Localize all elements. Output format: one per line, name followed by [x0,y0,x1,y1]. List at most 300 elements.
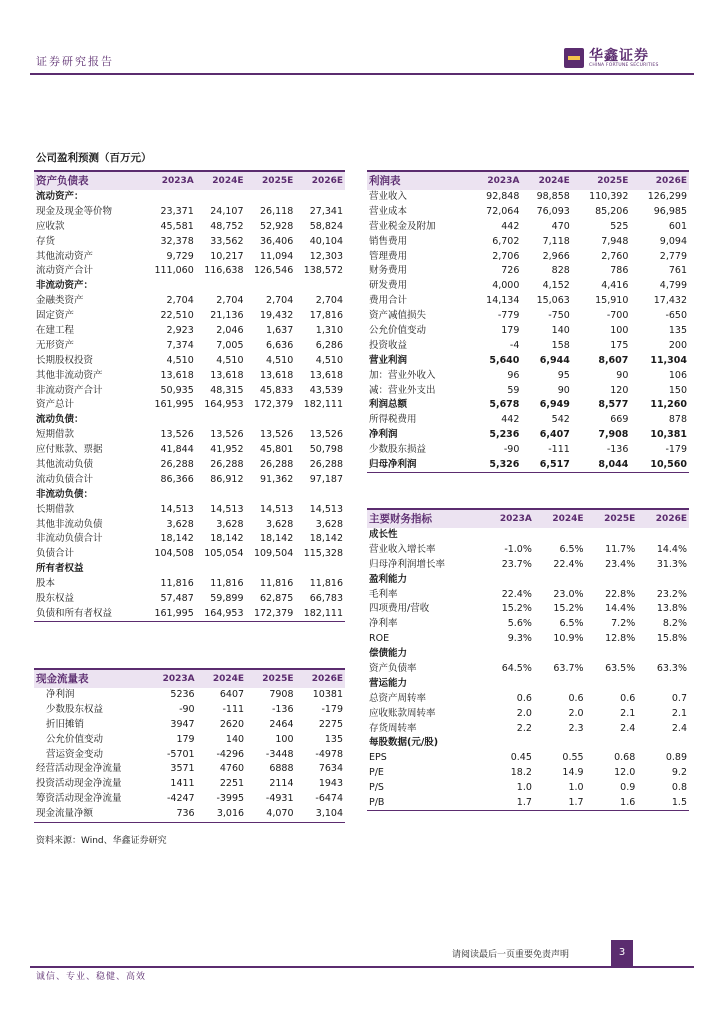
header-divider [30,73,694,75]
row-label: 营业税金及附加 [369,220,436,232]
row-label: 营业利润 [369,354,408,366]
year-header: 2023A [481,509,534,528]
cell-value: 7,118 [542,235,570,247]
row-label: EPS [369,752,387,764]
cell-value: 6,944 [539,354,570,366]
row-label: 净利润 [369,429,398,441]
company-motto: 诚信、专业、稳健、高效 [36,972,147,982]
table-row [367,383,689,398]
cell-value: 50,798 [309,444,343,456]
cell-value: 90 [616,369,629,381]
cell-value: 4,416 [601,280,629,292]
table-row [367,632,689,647]
table-row [34,502,345,517]
cell-value: 126,299 [647,190,687,202]
row-label: 所有者权益 [36,563,84,575]
row-label: 长期借款 [36,503,75,515]
cell-value: -179 [321,703,343,715]
table-row [34,204,345,219]
row-label: 所得税费用 [369,414,417,426]
table-row [34,234,345,249]
row-label: 少数股东损益 [369,444,427,456]
cell-value: 23.0% [553,588,584,600]
cell-value: 6,636 [266,339,294,351]
cell-value: 150 [668,384,687,396]
cell-value [637,572,689,587]
cell-value: 2275 [318,718,343,730]
cell-value: 10381 [312,688,343,700]
row-label: 非流动资产合计 [36,384,103,396]
cell-value: 15.8% [656,633,687,645]
row-label: 存货 [36,235,56,247]
cell-value: 8,607 [598,354,629,366]
table-row [367,572,689,587]
cell-value: 26,118 [260,205,294,217]
cell-value: 3,628 [216,518,244,530]
cell-value: 5,236 [489,429,520,441]
cell-value: 10,381 [650,429,687,441]
row-label: 现金流量净额 [34,807,146,822]
table-row [34,264,345,279]
cell-value: 1.0 [516,782,532,794]
cell-value: 4,510 [266,354,294,366]
row-label: 投资收益 [369,339,408,351]
table-row [367,338,689,353]
cell-value: 110,392 [589,190,629,202]
row-label: 其他流动负债 [36,458,94,470]
table-row [367,691,689,706]
row-label: 财务费用 [369,265,408,277]
disclaimer-notice: 请阅读最后一页重要免责声明 [452,950,570,960]
row-label: 研发费用 [369,280,408,292]
table-row [34,219,345,234]
cell-value: 27,341 [309,205,343,217]
cell-value [481,736,534,751]
cell-value: 18,142 [309,533,343,545]
cell-value: 761 [668,265,687,277]
cell-value: 63.5% [605,662,636,674]
cell-value: 179 [176,733,195,745]
cell-value [586,676,638,691]
cell-value: 13,526 [160,429,194,441]
cell-value: 0.9 [620,782,636,794]
cell-value [246,413,296,428]
cell-value: 100 [610,324,629,336]
cell-value: 90 [557,384,570,396]
cell-value [146,562,196,577]
row-label: 利润总额 [369,399,408,411]
cell-value [586,572,638,587]
cell-value: 0.6 [516,692,532,704]
cell-value: 6,407 [539,429,570,441]
cell-value: 158 [551,339,570,351]
cell-value: -4 [509,339,520,351]
year-header: 2023A [146,669,197,688]
cell-value: 15.2% [553,603,584,615]
year-header: 2026E [630,171,689,190]
table-row [34,562,345,577]
cell-value: -650 [665,310,687,322]
cell-value [295,413,345,428]
cell-value: 786 [610,265,629,277]
cell-value: 18,142 [210,533,244,545]
cell-value: 1,310 [315,324,343,336]
cell-value [146,413,196,428]
cell-value: 8.2% [662,618,687,630]
cell-value: 1943 [318,778,343,790]
cell-value: 4,510 [216,354,244,366]
cell-value: -1.0% [504,543,532,555]
table-row [367,398,689,413]
cell-value: 10,217 [210,250,244,262]
table-row [367,706,689,721]
cell-value: 62,875 [260,592,294,604]
logo-name: 华鑫证券 [589,48,649,64]
cell-value: 6,286 [315,339,343,351]
cell-value: 40,104 [309,235,343,247]
cell-value: 0.55 [562,752,584,764]
cell-value: 95 [557,369,570,381]
cell-value [246,190,296,205]
row-label: 非流动负债合计 [36,533,103,545]
cell-value [481,572,534,587]
cell-value: 736 [146,807,197,822]
row-label: 少数股东权益 [46,703,104,715]
table-row [367,294,689,309]
source-note: 资料来源：Wind、华鑫证券研究 [36,836,167,846]
cell-value: 1.6 [586,796,638,811]
cell-value: 4,510 [315,354,343,366]
row-label: 成长性 [369,528,398,540]
row-label: 资产负债率 [369,662,417,674]
cell-value: 8,044 [572,458,631,473]
cell-value: 14.4% [656,543,687,555]
cell-value: 92,848 [486,190,520,202]
cell-value: 109,504 [253,548,294,560]
logo-subtitle: CHINA FORTUNE SECURITIES [589,63,659,68]
row-label: 归母净利润 [367,458,471,473]
cell-value: 15.2% [501,603,532,615]
table-row [367,279,689,294]
row-label: 公允价值变动 [46,733,104,745]
table-row [34,592,345,607]
row-label: 盈利能力 [369,573,408,585]
cell-value: 6,517 [521,458,571,473]
table-row [34,547,345,562]
cell-value [246,487,296,502]
row-label: 营业收入增长率 [369,543,436,555]
table-row [367,368,689,383]
table-row [367,587,689,602]
cell-value: 5236 [170,688,195,700]
cell-value: 3,628 [166,518,194,530]
cell-value: 4,000 [492,280,520,292]
row-label: 应付账款、票据 [36,444,103,456]
table-row [367,662,689,677]
cell-value: 0.6 [620,692,636,704]
table-row [34,532,345,547]
cell-value [481,528,534,543]
cell-value: 164,953 [196,606,246,621]
cell-value: 43,539 [309,384,343,396]
cell-value: 6.5% [559,543,584,555]
cell-value: 200 [668,339,687,351]
cell-value: 442 [501,414,520,426]
cell-value: 26,288 [309,458,343,470]
cell-value: 15,063 [536,295,570,307]
table-row [367,617,689,632]
cell-value: 41,844 [160,444,194,456]
cell-value: 0.6 [568,692,584,704]
cell-value: 135 [668,324,687,336]
cell-value: 828 [551,265,570,277]
cell-value: 2,966 [542,250,570,262]
year-header: 2024E [196,171,246,190]
table-row [34,249,345,264]
cell-value: -4931 [265,793,294,805]
cell-value: -4296 [216,748,245,760]
cell-value: 542 [551,414,570,426]
cell-value: 59 [507,384,520,396]
cell-value [586,528,638,543]
cell-value: 48,315 [210,384,244,396]
cell-value: 4,070 [246,807,295,822]
cell-value: 2,923 [166,324,194,336]
cell-value: 86,366 [160,473,194,485]
cell-value: 525 [610,220,629,232]
table-row [367,458,689,473]
row-label: 销售费用 [369,235,408,247]
row-label: 偿债能力 [369,648,408,660]
cell-value: -179 [665,444,687,456]
cell-value: 2,704 [216,295,244,307]
table-row [367,249,689,264]
year-header: 2026E [296,669,346,688]
cell-value: 140 [225,733,245,745]
row-label: 四项费用/营收 [369,603,430,615]
table-row [34,807,345,822]
cell-value: 8,577 [598,399,629,411]
cell-value: 9.2 [671,767,687,779]
row-label: P/E [369,767,384,779]
cell-value: 1.7 [481,796,534,811]
cell-value: 7908 [269,688,294,700]
cell-value [295,562,345,577]
cell-value [196,562,246,577]
cell-value: 19,432 [260,310,294,322]
cell-value: 6.5% [559,618,584,630]
cell-value: -750 [548,310,570,322]
cell-value [146,487,196,502]
table-row [34,702,345,717]
year-header: 2025E [246,669,295,688]
cell-value: 22.4% [553,558,584,570]
cell-value: 115,328 [303,548,343,560]
row-label: 公允价值变动 [369,324,427,336]
cell-value: -4978 [315,748,343,760]
table-row [34,688,345,703]
row-label: 折旧摊销 [46,718,85,730]
cell-value: -111 [222,703,245,715]
cell-value: 13,618 [309,369,343,381]
table-row [367,309,689,324]
cell-value: 2.3 [568,722,584,734]
cell-value: 6888 [269,763,294,775]
cell-value: 11,816 [309,578,343,590]
cell-value: 11,816 [260,578,294,590]
cell-value: 5,326 [471,458,521,473]
table-row [367,443,689,458]
row-label: 负债合计 [36,548,75,560]
cell-value: 18,142 [260,533,294,545]
cell-value: 12.0 [614,767,636,779]
cell-value: 105,054 [204,548,244,560]
cell-value: 2,760 [601,250,629,262]
row-label: 应收款 [36,220,65,232]
cell-value: 96 [507,369,520,381]
cell-value: 11,094 [260,250,294,262]
cell-value: 13,526 [210,429,244,441]
cell-value: 120 [610,384,629,396]
cell-value: -700 [606,310,629,322]
cash-flow-header-row [34,669,345,688]
cell-value: 9,729 [166,250,194,262]
cell-value: 104,508 [154,548,194,560]
row-label: 营业成本 [369,205,408,217]
page-number: 3 [611,940,633,966]
table-row [34,398,345,413]
year-header: 2025E [586,509,638,528]
row-label: P/S [369,782,384,794]
cell-value: 11,304 [650,354,687,366]
cell-value: 32,378 [160,235,194,247]
cell-value: 138,572 [303,265,343,277]
cell-value: 442 [501,220,520,232]
row-label: 每股数据(元/股) [369,737,439,749]
table-row [34,487,345,502]
year-header: 2023A [471,171,521,190]
cell-value: 11.7% [605,543,636,555]
cell-value: 12,303 [309,250,343,262]
cell-value: 13,618 [160,369,194,381]
cell-value: 57,487 [160,592,194,604]
table-row [34,762,345,777]
year-header: 2024E [534,509,586,528]
cell-value: -6474 [315,793,343,805]
cell-value [295,487,345,502]
cell-value: 76,093 [536,205,570,217]
cell-value [534,528,586,543]
row-label: 在建工程 [36,324,75,336]
cell-value: 100 [275,733,294,745]
cell-value: 2,046 [216,324,244,336]
cell-value: -136 [271,703,294,715]
cell-value: 17,816 [309,310,343,322]
cell-value: 0.45 [510,752,532,764]
table-row [34,353,345,368]
cell-value [196,190,246,205]
cell-value: 9,094 [659,235,687,247]
cell-value: 21,136 [210,310,244,322]
row-label: 股本 [36,578,56,590]
row-label: 营运能力 [369,677,408,689]
table-row [34,517,345,532]
cell-value: 15,910 [595,295,629,307]
cell-value: 14,513 [160,503,194,515]
cell-value: 5,678 [489,399,520,411]
row-label: 负债和所有者权益 [34,606,146,621]
report-type-label: 证券研究报告 [36,55,114,68]
table-row [367,324,689,339]
cash-flow-table [34,668,345,823]
table-row [367,528,689,543]
row-label: 短期借款 [36,429,75,441]
cell-value: 4,152 [542,280,570,292]
table-title: 现金流量表 [34,669,146,688]
cell-value: 14,513 [260,503,294,515]
table-row [34,472,345,487]
table-row [367,557,689,572]
cell-value [586,647,638,662]
cell-value: 470 [551,220,570,232]
row-label: 筹资活动现金净流量 [36,793,122,805]
cell-value: 64.5% [501,662,532,674]
cell-value: 1411 [170,778,195,790]
table-row [367,219,689,234]
cell-value: 13,618 [210,369,244,381]
cell-value: 3,628 [315,518,343,530]
cell-value [481,676,534,691]
row-label: 其他流动资产 [36,250,94,262]
cell-value: 6,949 [539,399,570,411]
cell-value: 11,260 [650,399,687,411]
cell-value: 2.4 [620,722,636,734]
cell-value: 7,374 [166,339,194,351]
cell-value: 2.0 [516,707,532,719]
key-ratios-table [367,508,689,811]
cell-value: -136 [606,444,629,456]
cell-value: 31.3% [656,558,687,570]
cell-value: 726 [501,265,520,277]
table-row [34,792,345,807]
table-row [367,676,689,691]
cell-value: 36,406 [260,235,294,247]
cell-value: 3,104 [296,807,346,822]
income-statement-header-row [367,171,689,190]
cell-value: 4,799 [659,280,687,292]
cell-value: 5,640 [489,354,520,366]
cell-value: 182,111 [303,399,343,411]
cell-value: 172,379 [253,399,294,411]
cell-value: -779 [497,310,520,322]
cell-value: 13.8% [656,603,687,615]
cell-value: 14,513 [210,503,244,515]
row-label: 费用合计 [369,295,408,307]
cell-value [534,676,586,691]
cell-value: 12.8% [605,633,636,645]
cell-value: 13,526 [309,429,343,441]
table-row [367,264,689,279]
cell-value: 26,288 [210,458,244,470]
table-row [34,717,345,732]
table-row [34,443,345,458]
cell-value [246,279,296,294]
cell-value: 7,908 [598,429,629,441]
cell-value: 179 [501,324,520,336]
cell-value: 1.7 [534,796,586,811]
table-row [34,279,345,294]
row-label: 净利率 [369,618,398,630]
